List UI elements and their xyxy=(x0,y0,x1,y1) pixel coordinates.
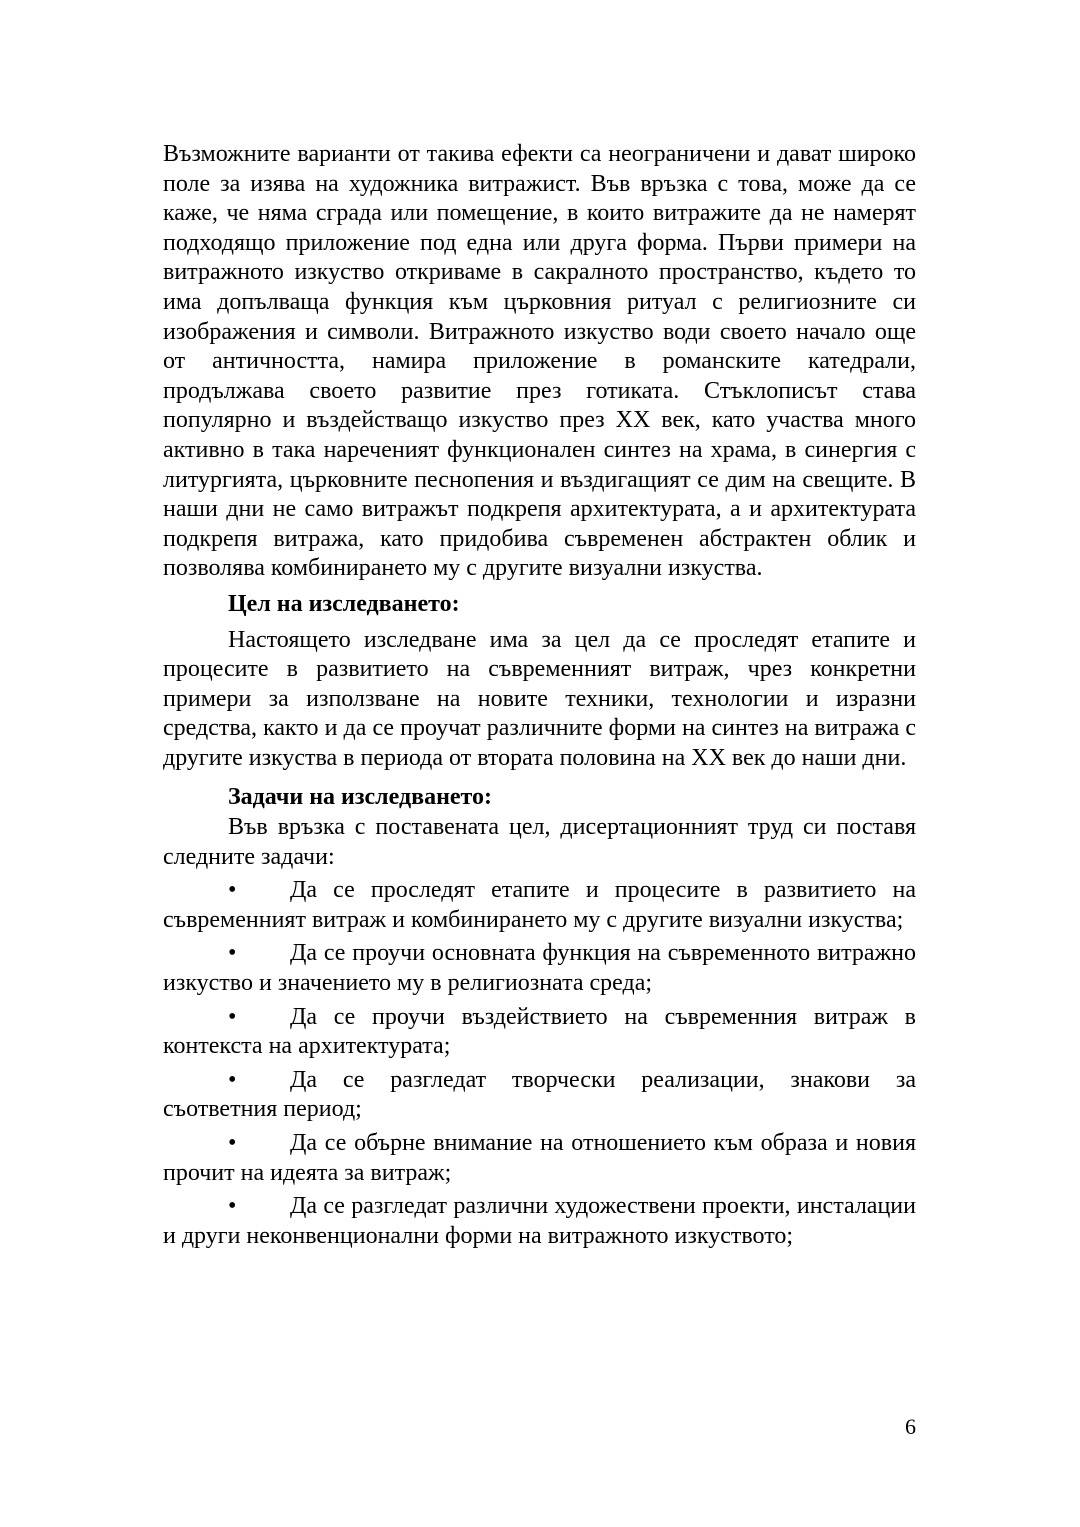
goal-heading: Цел на изследването: xyxy=(228,590,460,617)
bullet-icon: • xyxy=(228,940,237,967)
list-item xyxy=(163,1003,916,1062)
tasks-list xyxy=(163,876,916,1251)
page-number: 6 xyxy=(905,1414,916,1439)
list-item xyxy=(163,1129,916,1188)
list-item-text: Да се обърне внимание на отношението към образа и новия прочит на идеята за витраж; xyxy=(163,1130,916,1186)
list-item xyxy=(163,1066,916,1125)
list-item xyxy=(163,876,916,935)
tasks-heading: Задачи на изследването: xyxy=(228,784,493,811)
intro-paragraph: Възможните варианти от такива ефекти са неограничени и дават широко поле за изява на художника витражист. Във връзка с това, може да се каже, че няма сграда или помещение, в които витражите да не намерят подходящо приложение под една или друга форма. Първи примери на витражното изкуство откриваме в сакралното пространство, където то има допълваща функция към църковния ритуал с религиозните си изображения и символи. Витражното изкуство води своето начало още от античността, намира приложение в романските катедрали, продължава своето развитие през готиката. Стъклописът става популярно и въздействащо изкуство през XX век, като участва много активно в така нареченият функционален синтез на храма, в синергия с литургията, църковните песнопения и въздигащият се дим на свещите. В наши дни не само витражът подкрепя архитектурата, а и архитектурата подкрепя витража, като придобива съвременен абстрактен облик и позволява комбинирането му с другите визуални изкуства. xyxy=(163,141,916,582)
bullet-icon: • xyxy=(228,1003,237,1030)
list-item-text: Да се проучи основната функция на съвременното витражно изкуство и значението му в религиозната среда; xyxy=(163,940,916,997)
document-page xyxy=(163,140,916,1251)
bullet-icon: • xyxy=(228,1130,237,1156)
bullet-icon: • xyxy=(228,1193,237,1220)
list-item-text: Да се проследят етапите и процесите в развитието на съвременният витраж и комбинирането му с другите визуални изкуства; xyxy=(163,877,916,933)
tasks-intro: Във връзка с поставената цел, дисертационният труд си поставя следните задачи: xyxy=(163,814,916,870)
list-item xyxy=(163,1192,916,1251)
bullet-icon: • xyxy=(228,877,237,904)
list-item-text: Да се проучи въздействието на съвременния витраж в контекста на архитектурата; xyxy=(163,1003,916,1060)
list-item xyxy=(163,939,916,998)
goal-paragraph: Настоящето изследване има за цел да се проследят етапите и процесите в развитието на съвременният витраж, чрез конкретни примери за използване на новите техники, технологии и изразни средства, както и да се проучат различните форми на синтез на витража с другите изкуства в периода от втората половина на XX век до наши дни. xyxy=(163,626,916,771)
list-item-text: Да се разгледат творчески реализации, знакови за съответния период; xyxy=(163,1066,916,1123)
list-item-text: Да се разгледат различни художествени проекти, инсталации и други неконвенционални форми на витражното изкуството; xyxy=(163,1193,916,1249)
bullet-icon: • xyxy=(228,1066,237,1093)
